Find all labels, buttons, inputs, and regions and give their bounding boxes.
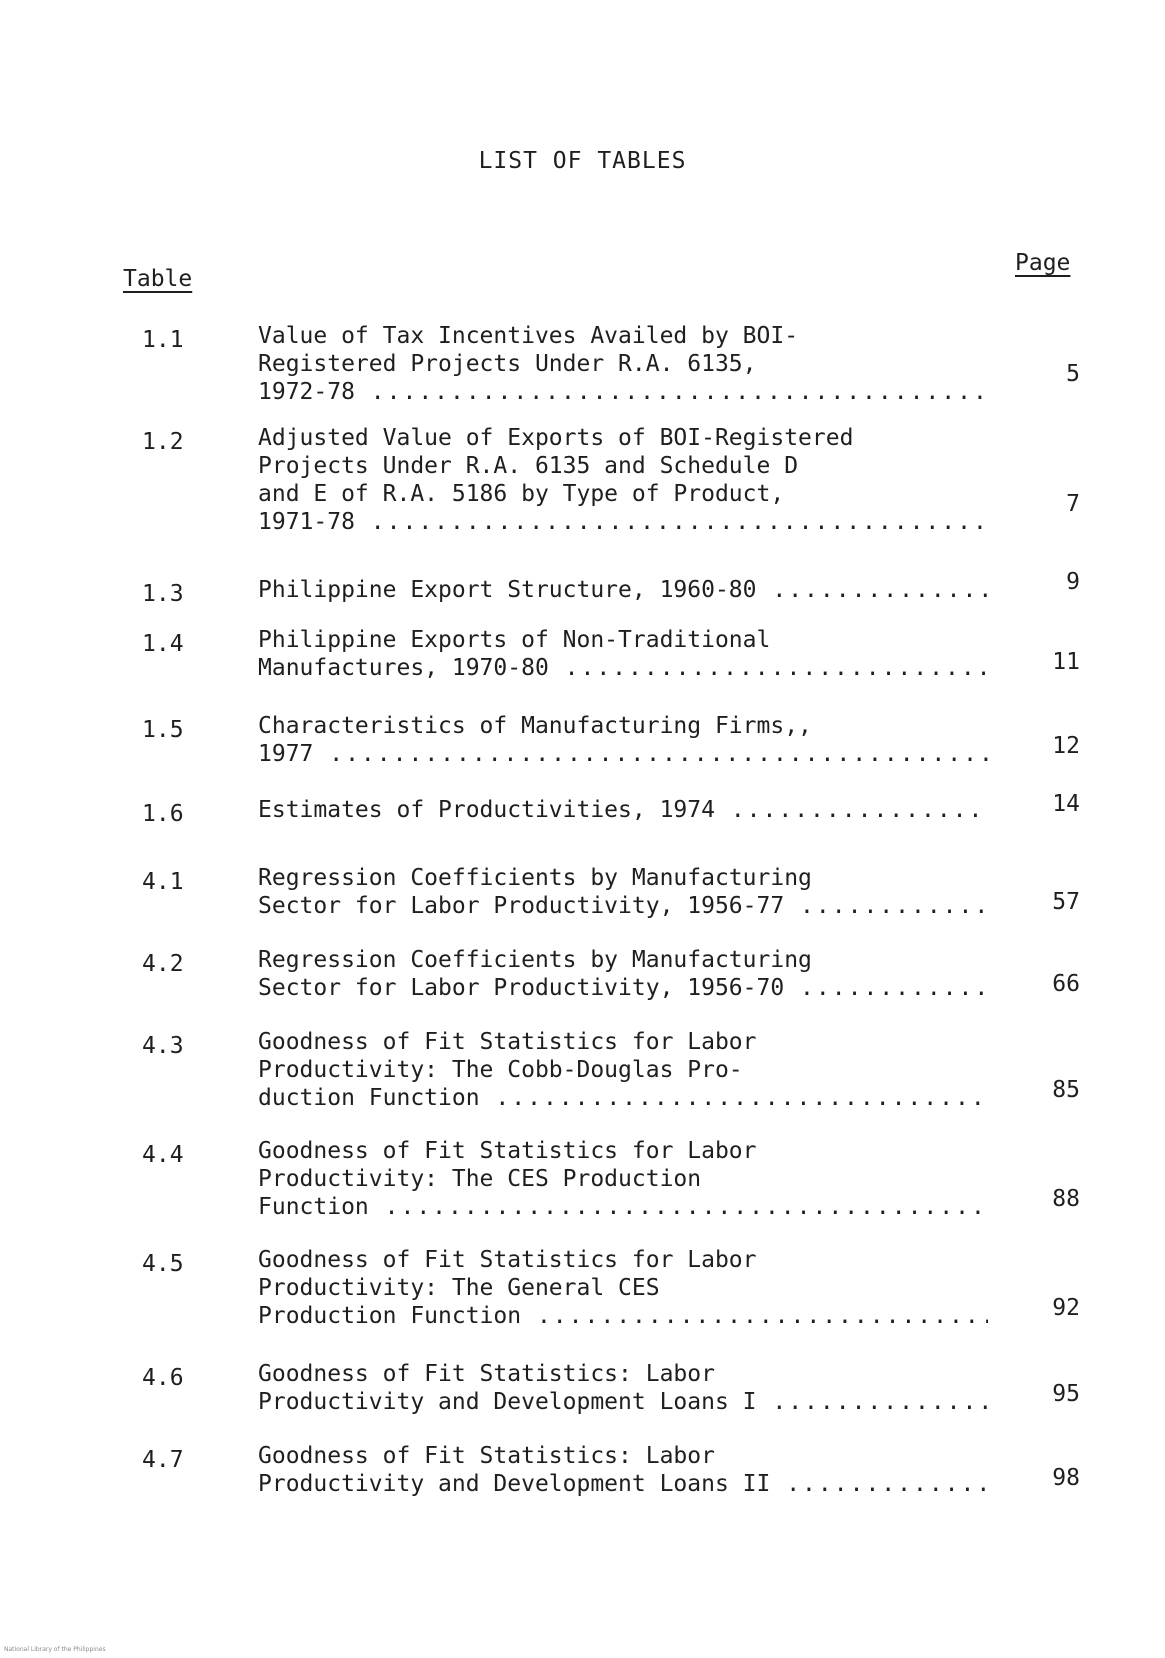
- table-title: [258, 712, 998, 768]
- title-line: Productivity: The Cobb-Douglas Pro-: [258, 1057, 743, 1083]
- table-title: [258, 1028, 998, 1112]
- title-line: Productivity: The General CES: [258, 1275, 660, 1301]
- title-line: and E of R.A. 5186 by Type of Product,: [258, 481, 785, 507]
- title-line: Production Function .....: [258, 1302, 988, 1330]
- table-title: [258, 424, 998, 536]
- title-line: Goodness of Fit Statistics for Labor: [258, 1029, 757, 1055]
- table-number: 1.4: [142, 631, 184, 657]
- table-column-heading: Table: [123, 266, 193, 292]
- title-line: Value of Tax Incentives Availed by BOI-: [258, 323, 799, 349]
- table-title: [258, 946, 998, 1002]
- table-title: [258, 1137, 998, 1221]
- page-number: 66: [1052, 971, 1080, 997]
- page-number: 95: [1052, 1381, 1080, 1407]
- table-number: 4.2: [142, 951, 184, 977]
- title-line: Projects Under R.A. 6135 and Schedule D: [258, 453, 799, 479]
- page-number: 9: [1066, 569, 1080, 595]
- table-number: 1.6: [142, 801, 184, 827]
- page-number: 5: [1066, 361, 1080, 387]
- title-line: Philippine Exports of Non-Traditional: [258, 627, 771, 653]
- table-number: 4.6: [142, 1365, 184, 1391]
- table-number: 4.7: [142, 1447, 184, 1473]
- table-title: [258, 1442, 998, 1498]
- title-line: Manufactures, 1970-80 .....: [258, 654, 988, 682]
- table-number: 4.1: [142, 869, 184, 895]
- table-title: [258, 796, 998, 824]
- page-number: 92: [1052, 1295, 1080, 1321]
- title-line: Productivity: The CES Production: [258, 1166, 702, 1192]
- table-title: [258, 576, 998, 604]
- table-number: 4.4: [142, 1142, 184, 1168]
- title-line: Productivity and Development Loans II .....: [258, 1470, 988, 1498]
- page-title: LIST OF TABLES: [478, 148, 687, 174]
- title-line: duction Function .....: [258, 1084, 988, 1112]
- title-line: 1971-78 .....: [258, 508, 988, 536]
- table-title: [258, 626, 998, 682]
- title-line: 1972-78 .....: [258, 378, 988, 406]
- table-title: [258, 322, 998, 406]
- title-line: Function .....: [258, 1193, 988, 1221]
- title-line: Sector for Labor Productivity, 1956-77 .....: [258, 892, 988, 920]
- page-column-heading: Page: [1015, 250, 1071, 276]
- table-number: 4.3: [142, 1033, 184, 1059]
- page-number: 57: [1052, 889, 1080, 915]
- table-number: 1.3: [142, 581, 184, 607]
- title-line: Sector for Labor Productivity, 1956-70 .....: [258, 974, 988, 1002]
- scan-footer: National Library of the Philippines: [4, 1646, 106, 1653]
- title-line: Regression Coefficients by Manufacturing: [258, 947, 812, 973]
- table-number: 4.5: [142, 1251, 184, 1277]
- page-number: 7: [1066, 491, 1080, 517]
- title-line: Regression Coefficients by Manufacturing: [258, 865, 812, 891]
- table-title: [258, 864, 998, 920]
- table-title: [258, 1360, 998, 1416]
- page-number: 14: [1052, 791, 1080, 817]
- page-number: 98: [1052, 1465, 1080, 1491]
- page-number: 11: [1052, 649, 1080, 675]
- title-line: Goodness of Fit Statistics for Labor: [258, 1138, 757, 1164]
- page-number: 85: [1052, 1077, 1080, 1103]
- title-line: Adjusted Value of Exports of BOI-Registered: [258, 425, 854, 451]
- page-number: 88: [1052, 1186, 1080, 1212]
- table-number: 1.2: [142, 429, 184, 455]
- title-line: Goodness of Fit Statistics: Labor: [258, 1443, 715, 1469]
- title-line: Goodness of Fit Statistics: Labor: [258, 1361, 715, 1387]
- title-line: Goodness of Fit Statistics for Labor: [258, 1247, 757, 1273]
- title-line: Philippine Export Structure, 1960-80 .....: [258, 576, 988, 604]
- title-line: Productivity and Development Loans I .....: [258, 1388, 988, 1416]
- title-line: Estimates of Productivities, 1974 .....: [258, 796, 988, 824]
- table-title: [258, 1246, 998, 1330]
- table-number: 1.1: [142, 327, 184, 353]
- title-line: Characteristics of Manufacturing Firms,,: [258, 713, 812, 739]
- page-number: 12: [1052, 733, 1080, 759]
- title-line: 1977 .....: [258, 740, 988, 768]
- table-number: 1.5: [142, 717, 184, 743]
- title-line: Registered Projects Under R.A. 6135,: [258, 351, 757, 377]
